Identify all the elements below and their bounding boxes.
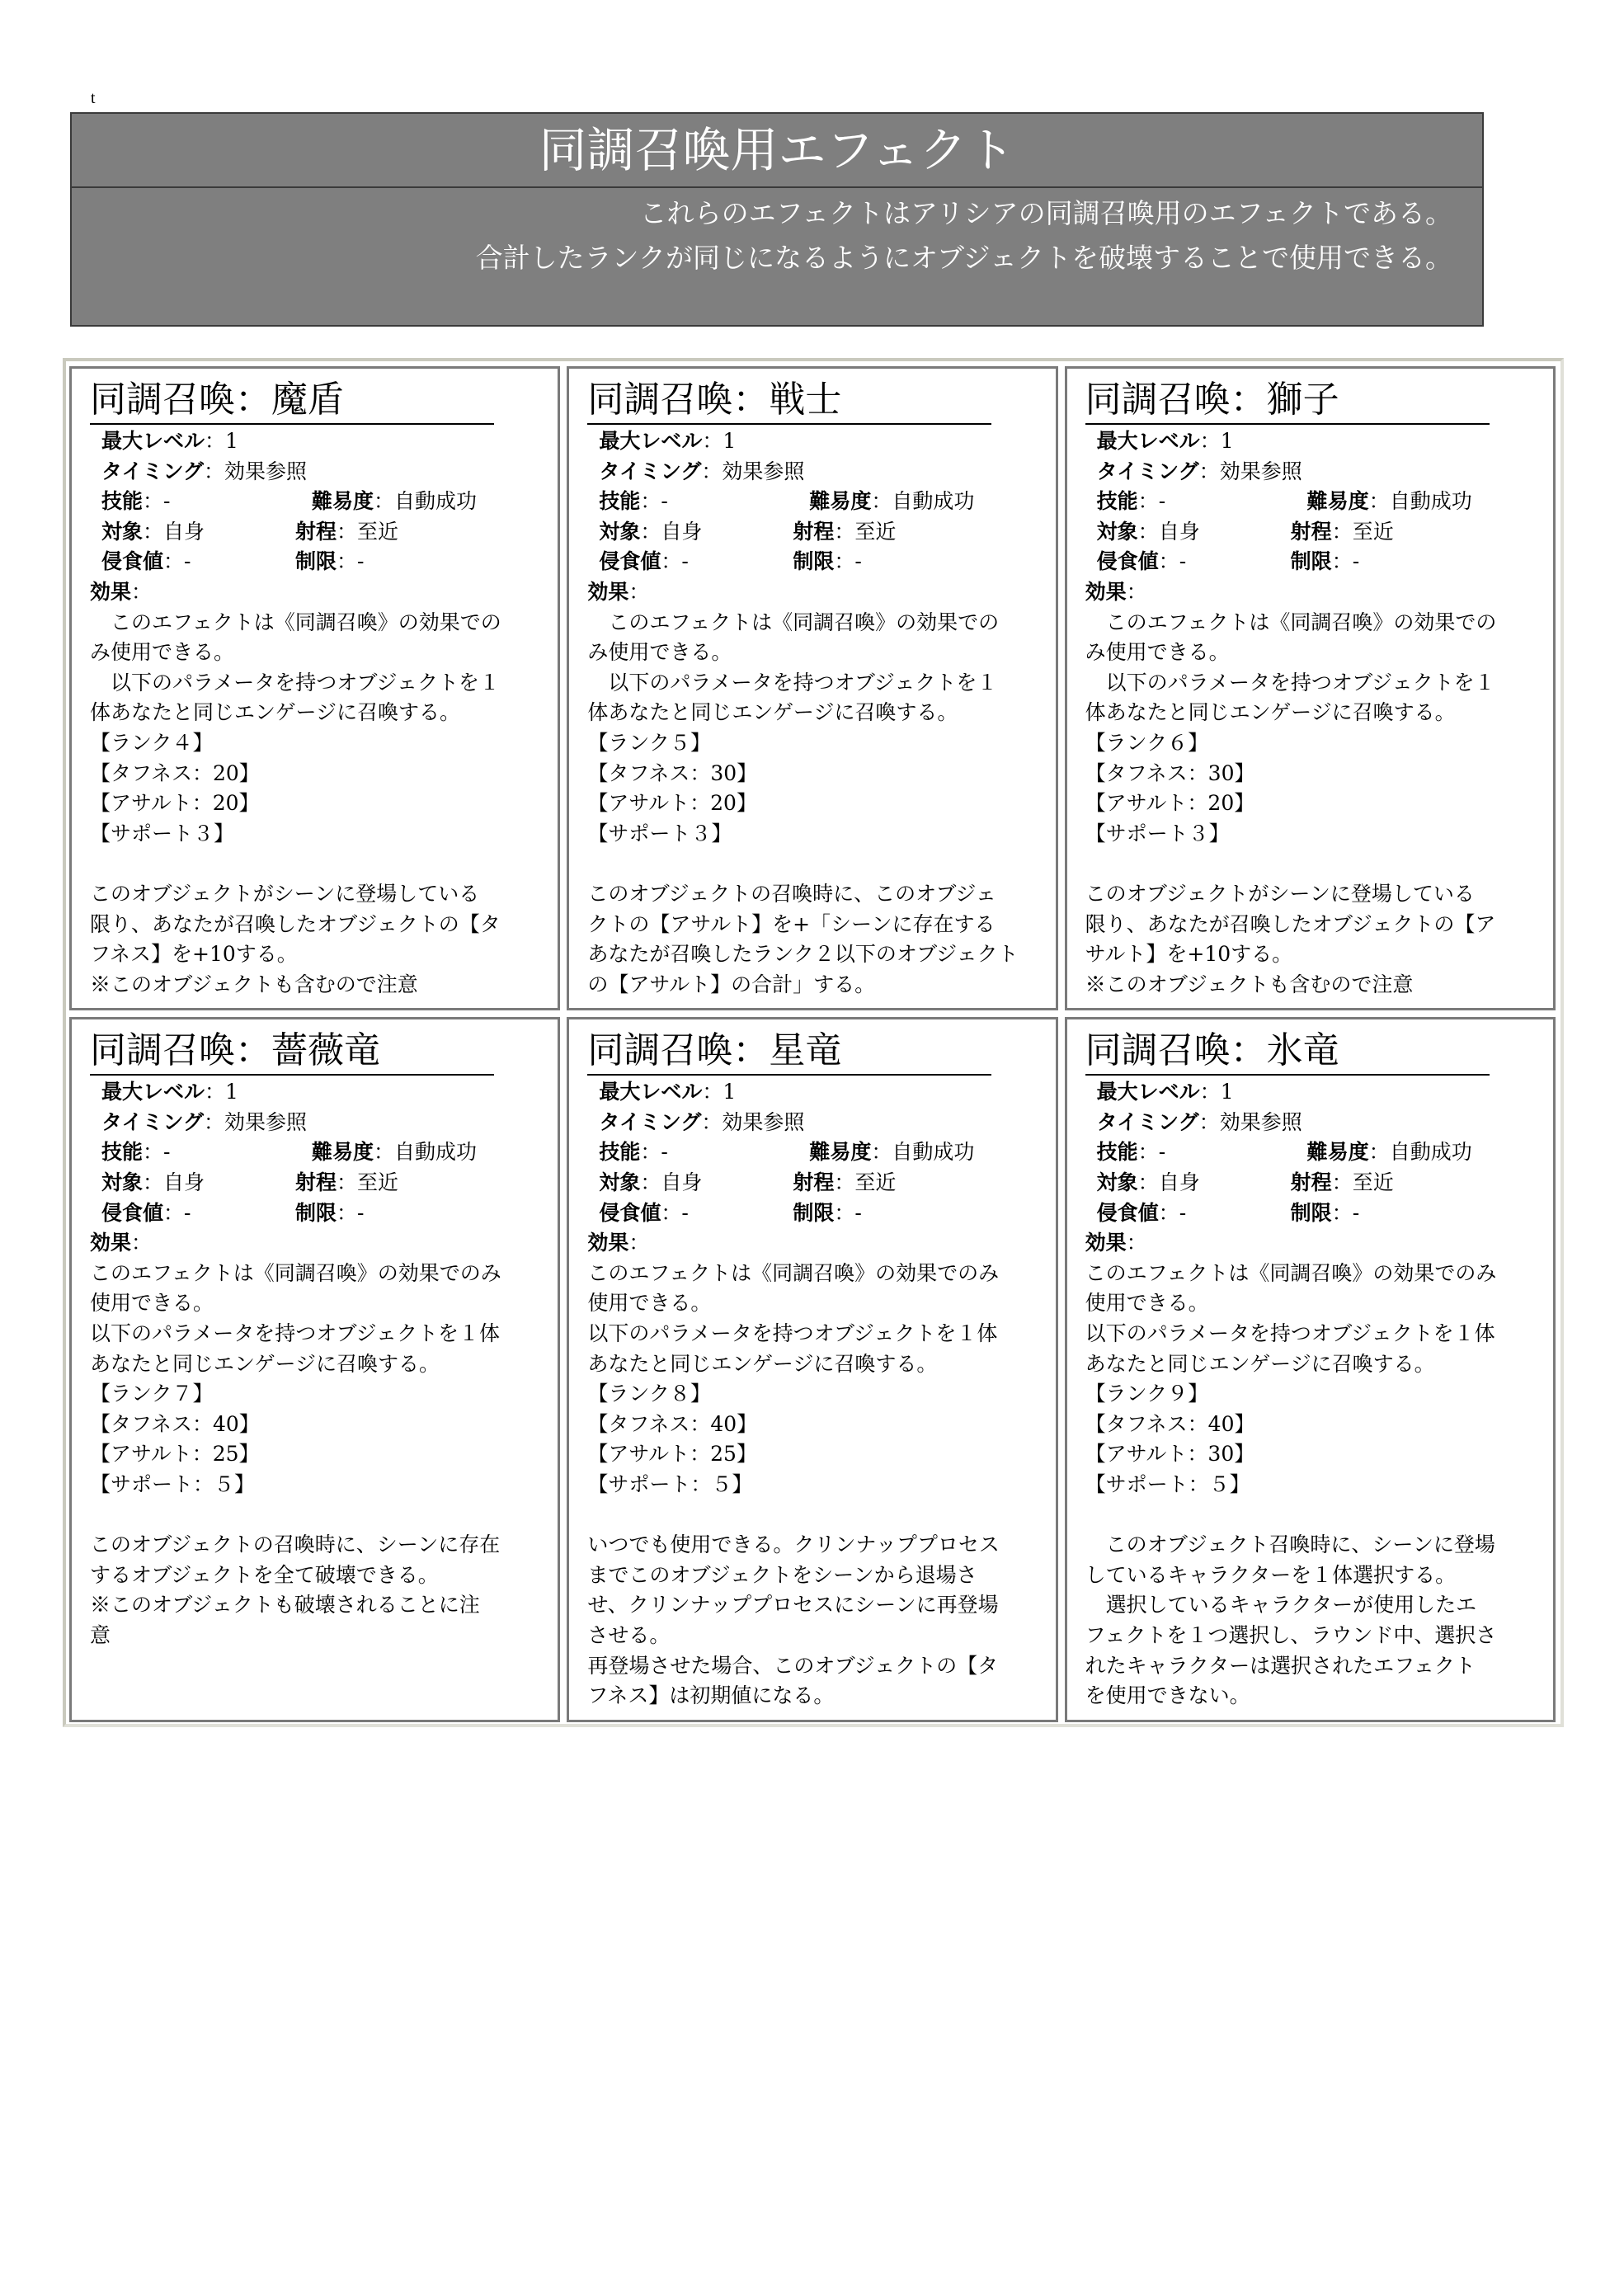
effect-heading: 効果： — [587, 579, 650, 604]
effect-line: 使用できる。 — [90, 1291, 214, 1316]
stat-label: 侵食値 — [1096, 549, 1159, 574]
stat-value: 自身 — [661, 1170, 703, 1195]
stat-label: 侵食値 — [599, 549, 661, 574]
stat-label: 最大レベル — [1096, 429, 1200, 453]
stat-label: 侵食値 — [101, 549, 164, 574]
effect-line: 【タフネス：30】 — [1085, 760, 1255, 785]
stat-value: 至近 — [854, 1170, 897, 1195]
stat-label: 技能 — [101, 489, 144, 514]
stat-label: 最大レベル — [101, 429, 205, 453]
effect-line: 【サポート：５】 — [1085, 1472, 1250, 1496]
effect-line: このオブジェクトがシーンに登場している — [1085, 881, 1475, 906]
stat-label: タイミング — [1096, 1109, 1199, 1134]
effect-blank-line — [90, 1500, 546, 1531]
stat-row — [90, 547, 546, 577]
stat-row — [1085, 517, 1542, 548]
stat-colon: ： — [1331, 519, 1353, 544]
stat-label: 制限 — [1290, 549, 1332, 574]
stat-row — [1085, 1077, 1542, 1108]
effect-line: 以下のパラメータを持つオブジェクトを１体 — [1085, 1321, 1495, 1346]
card-title: 同調召喚：魔盾 — [90, 377, 494, 425]
stat-row — [587, 426, 1043, 457]
stat-row — [90, 1198, 546, 1229]
stat-value: 自身 — [163, 1170, 205, 1195]
stat-value: - — [1158, 1140, 1166, 1165]
stat-value: - — [163, 489, 171, 514]
stat-label: 侵食値 — [1096, 1200, 1159, 1225]
stat-label: 難易度 — [1306, 489, 1369, 514]
effect-line: 【タフネス：20】 — [90, 760, 260, 785]
stat-colon: ： — [1199, 429, 1221, 453]
stat-label: 技能 — [599, 489, 641, 514]
stat-row — [1085, 487, 1542, 517]
stat-colon: ： — [143, 489, 164, 514]
effect-line: 以下のパラメータを持つオブジェクトを１ — [1085, 670, 1495, 694]
stat-colon: ： — [834, 1200, 855, 1225]
stat-label: 制限 — [793, 549, 835, 574]
stat-label: 難易度 — [1306, 1140, 1369, 1165]
effect-card — [567, 1017, 1057, 1721]
stat-colon: ： — [661, 1200, 682, 1225]
stat-colon: ： — [701, 459, 723, 483]
stat-value: 自動成功 — [394, 1140, 478, 1165]
stat-value: 自動成功 — [1389, 1140, 1472, 1165]
stat-row — [90, 457, 546, 487]
stat-value: - — [184, 1200, 191, 1225]
effect-blank-line — [587, 849, 1043, 879]
effect-line: 【タフネス：30】 — [587, 760, 758, 785]
stat-row — [1085, 426, 1542, 457]
effect-line: 【ランク４】 — [90, 730, 214, 755]
effect-line: 【アサルト：25】 — [90, 1442, 260, 1467]
stat-value: 1 — [225, 429, 238, 453]
effect-line: フネス】は初期値になる。 — [587, 1683, 835, 1708]
effect-line: 【アサルト：20】 — [90, 791, 260, 816]
stat-value: - — [184, 549, 191, 574]
effect-line: 【アサルト：20】 — [1085, 791, 1255, 816]
stat-value: 至近 — [357, 519, 399, 544]
effect-line: ※このオブジェクトも含むので注意 — [90, 972, 418, 996]
stat-label: 射程 — [1290, 519, 1332, 544]
stat-colon: ： — [834, 1170, 855, 1195]
stat-value: 至近 — [1352, 1170, 1394, 1195]
stat-label: 難易度 — [809, 1140, 872, 1165]
stat-colon: ： — [337, 1200, 358, 1225]
stat-value: 自動成功 — [1389, 489, 1472, 514]
effect-line: サルト】を+10する。 — [1085, 942, 1293, 967]
effect-line: を使用できない。 — [1085, 1683, 1250, 1708]
stat-label: 難易度 — [312, 1140, 374, 1165]
stat-colon: ： — [661, 549, 682, 574]
effect-blank-line — [587, 1500, 1043, 1531]
stat-label: 対象 — [1096, 519, 1138, 544]
stat-label: 射程 — [295, 1170, 337, 1195]
effect-line: このエフェクトは《同調召喚》の効果でのみ — [587, 1260, 1000, 1285]
effect-line: あなたと同じエンゲージに召喚する。 — [1085, 1351, 1435, 1376]
stat-label: 射程 — [793, 1170, 835, 1195]
stat-colon: ： — [834, 549, 855, 574]
effect-line: れたキャラクターは選択されたエフェクト — [1085, 1653, 1476, 1678]
stat-row — [587, 1077, 1043, 1108]
stat-label: 侵食値 — [101, 1200, 164, 1225]
stat-value: 1 — [225, 1080, 238, 1104]
stat-colon: ： — [1137, 489, 1159, 514]
stat-row — [587, 517, 1043, 548]
effect-card — [69, 366, 560, 1010]
stat-value: - — [163, 1140, 171, 1165]
stat-label: タイミング — [1096, 459, 1199, 483]
stat-value: 1 — [1220, 1080, 1234, 1104]
stat-colon: ： — [143, 1140, 164, 1165]
stat-colon: ： — [702, 1080, 723, 1104]
effect-line: 以下のパラメータを持つオブジェクトを１体 — [587, 1321, 998, 1346]
stat-row — [1085, 547, 1542, 577]
stat-value: 効果参照 — [1219, 459, 1302, 483]
stat-value: - — [1352, 1200, 1360, 1225]
stat-row — [587, 1108, 1043, 1138]
stat-value: 自身 — [661, 519, 703, 544]
effect-heading: 効果： — [90, 1231, 153, 1255]
stat-value: - — [357, 1200, 365, 1225]
stat-row — [90, 1137, 546, 1168]
stat-colon: ： — [143, 1170, 164, 1195]
stat-label: 技能 — [599, 1140, 641, 1165]
effect-line: させる。 — [587, 1622, 671, 1647]
effect-line: 限り、あなたが召喚したオブジェクトの【タ — [90, 911, 501, 936]
effect-line: の【アサルト】の合計」する。 — [587, 972, 876, 996]
stat-row — [90, 1168, 546, 1198]
effect-line: せ、クリンナッププロセスにシーンに再登場 — [587, 1593, 999, 1617]
stat-row — [90, 1108, 546, 1138]
stat-label: 制限 — [295, 1200, 337, 1225]
effect-line: フネス】を+10する。 — [90, 942, 298, 967]
stat-value: - — [1158, 489, 1166, 514]
stat-value: 至近 — [854, 519, 897, 544]
stat-value: - — [1352, 549, 1360, 574]
effect-line: 以下のパラメータを持つオブジェクトを１体 — [90, 1321, 501, 1346]
effect-cards-grid — [63, 358, 1564, 1727]
effect-line: み使用できる。 — [587, 640, 732, 665]
stat-label: 技能 — [1096, 489, 1138, 514]
stat-label: 制限 — [1290, 1200, 1332, 1225]
stat-row — [587, 457, 1043, 487]
stat-colon: ： — [143, 519, 164, 544]
effect-line: 【サポート：５】 — [587, 1472, 753, 1496]
effect-line: 体あなたと同じエンゲージに召喚する。 — [1085, 700, 1456, 725]
stat-colon: ： — [204, 459, 225, 483]
stat-value: 自動成功 — [394, 489, 478, 514]
stat-colon: ： — [871, 489, 892, 514]
stat-label: 難易度 — [312, 489, 374, 514]
stat-colon: ： — [1331, 1200, 1353, 1225]
stat-value: - — [661, 1140, 668, 1165]
effect-line: クトの【アサルト】を+「シーンに存在する — [587, 911, 996, 936]
card-title: 同調召喚：戦士 — [587, 377, 991, 425]
stat-label: 技能 — [1096, 1140, 1138, 1165]
effect-card — [1065, 1017, 1556, 1721]
stat-value: - — [854, 1200, 862, 1225]
effect-heading: 効果： — [587, 1231, 650, 1255]
effect-line: あなたと同じエンゲージに召喚する。 — [587, 1351, 938, 1376]
effect-line: 使用できる。 — [587, 1291, 712, 1316]
effect-line: いつでも使用できる。クリンナッププロセス — [587, 1533, 1000, 1557]
stat-row — [587, 487, 1043, 517]
stat-label: タイミング — [101, 1109, 205, 1134]
effect-blank-line — [90, 849, 546, 879]
stat-label: 射程 — [793, 519, 835, 544]
stat-label: 技能 — [101, 1140, 144, 1165]
stat-value: 自動成功 — [892, 489, 975, 514]
effect-line: 【ランク８】 — [587, 1382, 711, 1406]
stat-value: 自身 — [1158, 519, 1200, 544]
effect-line: フェクトを１つ選択し、ラウンド中、選択さ — [1085, 1622, 1497, 1647]
stat-value: - — [681, 1200, 689, 1225]
stat-colon: ： — [1137, 519, 1159, 544]
effect-line: 【アサルト：25】 — [587, 1442, 757, 1467]
effect-card — [1065, 366, 1556, 1010]
banner-description-line: これらのエフェクトはアリシアの同調召喚用のエフェクトである。 — [639, 197, 1452, 229]
stat-label: 対象 — [599, 519, 641, 544]
stat-colon: ： — [1368, 1140, 1390, 1165]
stat-value: 効果参照 — [722, 459, 805, 483]
effect-card — [567, 366, 1057, 1010]
stat-row — [587, 1137, 1043, 1168]
stat-label: 最大レベル — [599, 1080, 703, 1104]
effect-heading: 効果： — [1085, 1231, 1147, 1255]
effect-line: 【ランク７】 — [90, 1382, 214, 1406]
effect-line: このオブジェクトの召喚時に、このオブジェ — [587, 881, 996, 906]
effect-line: このオブジェクトがシーンに登場している — [90, 881, 480, 906]
effect-card — [69, 1017, 560, 1721]
stat-colon: ： — [337, 1170, 358, 1195]
stat-label: 制限 — [295, 549, 337, 574]
stat-value: 至近 — [1352, 519, 1394, 544]
stat-row — [90, 426, 546, 457]
stat-colon: ： — [1198, 1109, 1220, 1134]
stat-value: 効果参照 — [722, 1109, 805, 1134]
effect-line: このエフェクトは《同調召喚》の効果でのみ — [90, 1260, 501, 1285]
stat-label: 射程 — [295, 519, 337, 544]
stat-label: 最大レベル — [1096, 1080, 1200, 1104]
effect-line: 【ランク９】 — [1085, 1382, 1209, 1406]
stat-colon: ： — [1137, 1170, 1159, 1195]
stat-colon: ： — [1368, 489, 1390, 514]
header-banner — [70, 112, 1484, 327]
stat-label: 最大レベル — [101, 1080, 205, 1104]
stat-colon: ： — [374, 1140, 395, 1165]
effect-line: このエフェクトは《同調召喚》の効果でのみ — [1085, 1260, 1497, 1285]
page-title: 同調召喚用エフェクト — [72, 114, 1482, 188]
effect-line: 【タフネス：40】 — [1085, 1411, 1255, 1436]
stat-value: - — [1179, 549, 1187, 574]
stat-label: 対象 — [1096, 1170, 1138, 1195]
stat-label: 対象 — [599, 1170, 641, 1195]
stat-label: 最大レベル — [599, 429, 703, 453]
stat-value: 至近 — [357, 1170, 399, 1195]
effect-line: 【サポート３】 — [587, 821, 732, 845]
stat-colon: ： — [640, 519, 661, 544]
card-title: 同調召喚：獅子 — [1085, 377, 1490, 425]
stat-colon: ： — [1198, 459, 1220, 483]
stat-value: 1 — [723, 1080, 737, 1104]
effect-line: 【アサルト：30】 — [1085, 1442, 1255, 1467]
banner-description-line: 合計したランクが同じになるようにオブジェクトを破壊することで使用できる。 — [475, 242, 1452, 274]
stat-colon: ： — [1331, 1170, 1353, 1195]
effect-line: あなたが召喚したランク２以下のオブジェクト — [587, 942, 1019, 967]
stat-colon: ： — [640, 489, 661, 514]
effect-line: するオブジェクトを全て破壊できる。 — [90, 1562, 439, 1587]
stat-value: 自身 — [163, 519, 205, 544]
stat-value: 1 — [1220, 429, 1234, 453]
card-title: 同調召喚：星竜 — [587, 1028, 991, 1076]
stat-row — [587, 1198, 1043, 1229]
effect-line: 【サポート３】 — [90, 821, 235, 845]
effect-line: 選択しているキャラクターが使用したエ — [1085, 1593, 1477, 1617]
stat-label: 侵食値 — [599, 1200, 661, 1225]
stat-value: 自身 — [1158, 1170, 1200, 1195]
stat-row — [90, 517, 546, 548]
stat-value: - — [661, 489, 668, 514]
effect-line: しているキャラクターを１体選択する。 — [1085, 1562, 1457, 1587]
effect-line: 再登場させた場合、このオブジェクトの【タ — [587, 1653, 999, 1678]
banner-description — [72, 188, 1482, 280]
stat-row — [1085, 457, 1542, 487]
effect-heading: 効果： — [90, 579, 153, 604]
effect-line: み使用できる。 — [90, 640, 235, 665]
stat-colon: ： — [374, 489, 395, 514]
stat-colon: ： — [640, 1170, 661, 1195]
effect-line: このエフェクトは《同調召喚》の効果での — [587, 610, 1000, 634]
stat-row — [90, 487, 546, 517]
stat-colon: ： — [1158, 549, 1179, 574]
stat-colon: ： — [205, 429, 226, 453]
effect-line: 以下のパラメータを持つオブジェクトを１ — [587, 670, 998, 694]
effect-line: ※このオブジェクトも破壊されることに注 — [90, 1593, 480, 1617]
stat-label: タイミング — [599, 459, 702, 483]
stat-value: 1 — [723, 429, 737, 453]
effect-line: このオブジェクトの召喚時に、シーンに存在 — [90, 1533, 501, 1557]
stat-colon: ： — [640, 1140, 661, 1165]
stat-row — [587, 547, 1043, 577]
stat-row — [1085, 1198, 1542, 1229]
stat-value: - — [357, 549, 365, 574]
effect-line: み使用できる。 — [1085, 640, 1230, 665]
stat-colon: ： — [163, 1200, 185, 1225]
stat-row — [1085, 1168, 1542, 1198]
effect-line: までこのオブジェクトをシーンから退場さ — [587, 1562, 977, 1587]
effect-line: 体あなたと同じエンゲージに召喚する。 — [587, 700, 958, 725]
effect-line: 【アサルト：20】 — [587, 791, 757, 816]
stat-colon: ： — [871, 1140, 892, 1165]
stat-value: 効果参照 — [1219, 1109, 1302, 1134]
effect-line: 【タフネス：40】 — [90, 1411, 260, 1436]
stat-colon: ： — [1137, 1140, 1159, 1165]
effect-line: 限り、あなたが召喚したオブジェクトの【ア — [1085, 911, 1496, 936]
stat-label: タイミング — [599, 1109, 702, 1134]
stat-label: 難易度 — [809, 489, 872, 514]
card-title: 同調召喚：氷竜 — [1085, 1028, 1490, 1076]
effect-line: 使用できる。 — [1085, 1291, 1209, 1316]
stat-colon: ： — [204, 1109, 225, 1134]
stat-row — [90, 1077, 546, 1108]
effect-line: ※このオブジェクトも含むので注意 — [1085, 972, 1414, 996]
effect-blank-line — [1085, 1500, 1542, 1531]
effect-line: 【ランク６】 — [1085, 730, 1209, 755]
stat-row — [1085, 1108, 1542, 1138]
effect-line: 以下のパラメータを持つオブジェクトを１ — [90, 670, 501, 694]
stat-colon: ： — [702, 429, 723, 453]
stat-label: 対象 — [101, 519, 144, 544]
effect-line: 【タフネス：40】 — [587, 1411, 758, 1436]
effect-line: 【サポート３】 — [1085, 821, 1230, 845]
stat-value: 効果参照 — [224, 1109, 308, 1134]
effect-heading: 効果： — [1085, 579, 1147, 604]
stat-colon: ： — [701, 1109, 723, 1134]
stat-colon: ： — [1331, 549, 1353, 574]
effect-line: このエフェクトは《同調召喚》の効果での — [1085, 610, 1497, 634]
effect-line: 体あなたと同じエンゲージに召喚する。 — [90, 700, 461, 725]
effect-blank-line — [1085, 849, 1542, 879]
stat-value: - — [681, 549, 689, 574]
stat-colon: ： — [834, 519, 855, 544]
effect-line: 意 — [90, 1622, 111, 1647]
effect-line: 【サポート：５】 — [90, 1472, 256, 1496]
stat-label: 射程 — [1290, 1170, 1332, 1195]
stat-colon: ： — [1158, 1200, 1179, 1225]
stat-colon: ： — [163, 549, 185, 574]
corner-mark: t — [91, 89, 96, 107]
stat-value: - — [854, 549, 862, 574]
effect-line: このエフェクトは《同調召喚》の効果での — [90, 610, 501, 634]
stat-colon: ： — [205, 1080, 226, 1104]
effect-line: このオブジェクト召喚時に、シーンに登場 — [1085, 1533, 1495, 1557]
stat-colon: ： — [337, 519, 358, 544]
stat-colon: ： — [337, 549, 358, 574]
card-title: 同調召喚：薔薇竜 — [90, 1028, 494, 1076]
stat-value: - — [1179, 1200, 1187, 1225]
stat-value: 自動成功 — [892, 1140, 975, 1165]
effect-line: あなたと同じエンゲージに召喚する。 — [90, 1351, 440, 1376]
stat-label: タイミング — [101, 459, 205, 483]
stat-label: 制限 — [793, 1200, 835, 1225]
effect-line: 【ランク５】 — [587, 730, 711, 755]
stat-row — [587, 1168, 1043, 1198]
stat-row — [1085, 1137, 1542, 1168]
stat-value: 効果参照 — [224, 459, 308, 483]
stat-colon: ： — [1199, 1080, 1221, 1104]
stat-label: 対象 — [101, 1170, 144, 1195]
